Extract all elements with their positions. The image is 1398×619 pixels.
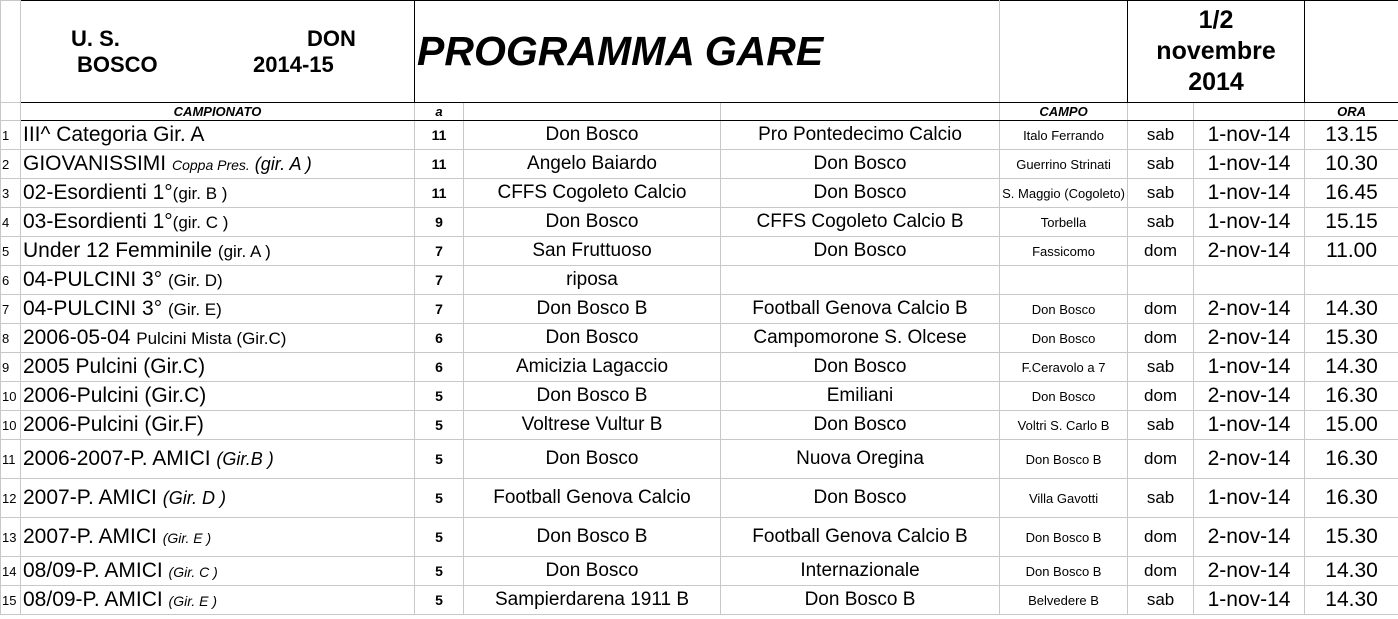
championship-cell	[21, 295, 415, 324]
match-date: 2-nov-14	[1194, 440, 1305, 479]
row-number: 14	[1, 557, 21, 586]
away-team: Nuova Oregina	[721, 440, 1000, 479]
match-day: sab	[1128, 586, 1194, 615]
table-row	[1, 557, 1398, 586]
field-name: Don Bosco B	[1000, 557, 1128, 586]
table-row	[1, 518, 1398, 557]
match-date: 2-nov-14	[1194, 382, 1305, 411]
round-number: 7	[415, 237, 464, 266]
row-number: 9	[1, 353, 21, 382]
match-day: sab	[1128, 150, 1194, 179]
row-number: 15	[1, 586, 21, 615]
championship-name: 2006-Pulcini (Gir.F)	[23, 413, 204, 436]
field-name: Torbella	[1000, 208, 1128, 237]
away-team: Don Bosco	[721, 353, 1000, 382]
match-time: 15.30	[1305, 324, 1398, 353]
col-campionato: CAMPIONATO	[21, 103, 415, 121]
match-date: 2-nov-14	[1194, 518, 1305, 557]
championship-cell	[21, 557, 415, 586]
match-time: 15.15	[1305, 208, 1398, 237]
away-team: Don Bosco B	[721, 586, 1000, 615]
match-day: dom	[1128, 295, 1194, 324]
home-team: Angelo Baiardo	[464, 150, 721, 179]
championship-cell	[21, 440, 415, 479]
match-date: 1-nov-14	[1194, 150, 1305, 179]
club-name: U. S. DON BOSCO 2014-15	[21, 1, 415, 103]
col-campo: CAMPO	[1000, 103, 1128, 121]
row-number: 4	[1, 208, 21, 237]
table-row	[1, 440, 1398, 479]
table-row	[1, 266, 1398, 295]
championship-name: 03-Esordienti 1°	[23, 210, 173, 233]
championship-name: 2006-Pulcini (Gir.C)	[23, 384, 207, 407]
home-team: Don Bosco	[464, 557, 721, 586]
row-number: 6	[1, 266, 21, 295]
match-day: sab	[1128, 179, 1194, 208]
row-number: 13	[1, 518, 21, 557]
table-row	[1, 324, 1398, 353]
away-team: Football Genova Calcio B	[721, 518, 1000, 557]
away-team: Football Genova Calcio B	[721, 295, 1000, 324]
away-team: Pro Pontedecimo Calcio	[721, 121, 1000, 150]
championship-note: (Gir. E )	[162, 530, 212, 546]
field-name: Don Bosco B	[1000, 440, 1128, 479]
round-number: 5	[415, 518, 464, 557]
championship-cell	[21, 518, 415, 557]
round-number: 11	[415, 121, 464, 150]
header-row	[1, 1, 1398, 103]
row-number: 5	[1, 237, 21, 266]
match-date: 1-nov-14	[1194, 208, 1305, 237]
championship-group: (Gir. E)	[167, 300, 222, 319]
match-day	[1128, 266, 1194, 295]
championship-cell	[21, 237, 415, 266]
round-number: 11	[415, 150, 464, 179]
round-number: 5	[415, 440, 464, 479]
home-team: Don Bosco	[464, 208, 721, 237]
round-number: 5	[415, 382, 464, 411]
row-number: 12	[1, 479, 21, 518]
row-number: 2	[1, 150, 21, 179]
championship-name: 2005 Pulcini (Gir.C)	[23, 355, 206, 378]
championship-cell	[21, 208, 415, 237]
championship-name: 2007-P. AMICI	[23, 486, 163, 509]
home-team: San Fruttuoso	[464, 237, 721, 266]
championship-group: (gir. C )	[172, 213, 229, 232]
field-name: Voltri S. Carlo B	[1000, 411, 1128, 440]
table-row	[1, 479, 1398, 518]
championship-cell	[21, 353, 415, 382]
match-day: dom	[1128, 324, 1194, 353]
championship-name: III^ Categoria Gir. A	[23, 123, 205, 146]
home-team: Don Bosco B	[464, 518, 721, 557]
match-time: 14.30	[1305, 295, 1398, 324]
championship-name: 2006-05-04	[23, 326, 137, 349]
round-number: 6	[415, 353, 464, 382]
match-time: 16.30	[1305, 382, 1398, 411]
match-date: 2-nov-14	[1194, 295, 1305, 324]
championship-name: 08/09-P. AMICI	[23, 588, 169, 611]
match-day: sab	[1128, 353, 1194, 382]
field-name: Don Bosco	[1000, 295, 1128, 324]
match-day: dom	[1128, 518, 1194, 557]
away-team: CFFS Cogoleto Calcio B	[721, 208, 1000, 237]
home-team: Football Genova Calcio	[464, 479, 721, 518]
match-time: 14.30	[1305, 353, 1398, 382]
field-name: Villa Gavotti	[1000, 479, 1128, 518]
away-team: Don Bosco	[721, 237, 1000, 266]
championship-cell	[21, 324, 415, 353]
match-time: 16.30	[1305, 479, 1398, 518]
home-team: Don Bosco B	[464, 382, 721, 411]
match-time: 16.30	[1305, 440, 1398, 479]
date-range: 1/2 novembre 2014	[1128, 1, 1305, 103]
table-row	[1, 411, 1398, 440]
home-team: Don Bosco	[464, 440, 721, 479]
championship-cell	[21, 411, 415, 440]
match-time: 15.00	[1305, 411, 1398, 440]
match-date: 1-nov-14	[1194, 479, 1305, 518]
championship-name: 2006-2007-P. AMICI	[23, 447, 217, 470]
round-number: 11	[415, 179, 464, 208]
row-number: 11	[1, 440, 21, 479]
match-time: 13.15	[1305, 121, 1398, 150]
championship-name: 2007-P. AMICI	[23, 525, 163, 548]
row-number: 10	[1, 382, 21, 411]
championship-group: Pulcini Mista (Gir.C)	[136, 329, 287, 348]
championship-cell	[21, 121, 415, 150]
col-round: a	[415, 103, 464, 121]
championship-cell	[21, 150, 415, 179]
championship-group: (Gir. D )	[162, 488, 227, 508]
row-number: 3	[1, 179, 21, 208]
table-row	[1, 382, 1398, 411]
away-team: Internazionale	[721, 557, 1000, 586]
away-team: Don Bosco	[721, 150, 1000, 179]
match-date: 2-nov-14	[1194, 324, 1305, 353]
table-row	[1, 150, 1398, 179]
championship-note: Coppa Pres.	[171, 157, 250, 173]
match-date: 2-nov-14	[1194, 237, 1305, 266]
field-name: Don Bosco	[1000, 382, 1128, 411]
round-number: 5	[415, 479, 464, 518]
column-header-row	[1, 103, 1398, 121]
away-team	[721, 266, 1000, 295]
table-row	[1, 121, 1398, 150]
row-number: 8	[1, 324, 21, 353]
away-team: Don Bosco	[721, 179, 1000, 208]
championship-group: (Gir. D)	[167, 271, 223, 290]
match-date: 1-nov-14	[1194, 411, 1305, 440]
home-team: Voltrese Vultur B	[464, 411, 721, 440]
table-row	[1, 586, 1398, 615]
field-name: F.Ceravolo a 7	[1000, 353, 1128, 382]
field-name: S. Maggio (Cogoleto)	[1000, 179, 1128, 208]
championship-name: 02-Esordienti 1°	[23, 181, 173, 204]
match-day: sab	[1128, 208, 1194, 237]
round-number: 5	[415, 411, 464, 440]
match-time: 11.00	[1305, 237, 1398, 266]
table-row	[1, 237, 1398, 266]
championship-name: Under 12 Femminile	[23, 239, 218, 262]
championship-group: (Gir.B )	[216, 449, 274, 469]
round-number: 6	[415, 324, 464, 353]
away-team: Emiliani	[721, 382, 1000, 411]
row-number: 1	[1, 121, 21, 150]
match-day: sab	[1128, 479, 1194, 518]
table-row	[1, 295, 1398, 324]
match-date: 2-nov-14	[1194, 557, 1305, 586]
championship-cell	[21, 479, 415, 518]
home-team: Don Bosco B	[464, 295, 721, 324]
championship-cell	[21, 179, 415, 208]
match-day: dom	[1128, 237, 1194, 266]
match-time: 14.30	[1305, 557, 1398, 586]
table-row	[1, 353, 1398, 382]
round-number: 7	[415, 266, 464, 295]
championship-note: (Gir. E )	[168, 593, 218, 609]
championship-group: (gir. B )	[172, 184, 228, 203]
match-date: 1-nov-14	[1194, 121, 1305, 150]
home-team: CFFS Cogoleto Calcio	[464, 179, 721, 208]
field-name: Italo Ferrando	[1000, 121, 1128, 150]
championship-name: 04-PULCINI 3°	[23, 268, 168, 291]
championship-cell	[21, 586, 415, 615]
match-day: dom	[1128, 557, 1194, 586]
match-day: dom	[1128, 382, 1194, 411]
table-row	[1, 179, 1398, 208]
round-number: 5	[415, 557, 464, 586]
match-day: sab	[1128, 121, 1194, 150]
field-name: Don Bosco B	[1000, 518, 1128, 557]
championship-name: 04-PULCINI 3°	[23, 297, 168, 320]
match-day: sab	[1128, 411, 1194, 440]
match-time: 14.30	[1305, 586, 1398, 615]
away-team: Campomorone S. Olcese	[721, 324, 1000, 353]
home-team: Amicizia Lagaccio	[464, 353, 721, 382]
round-number: 7	[415, 295, 464, 324]
home-team: Sampierdarena 1911 B	[464, 586, 721, 615]
home-team: riposa	[464, 266, 721, 295]
match-time: 16.45	[1305, 179, 1398, 208]
table-row	[1, 208, 1398, 237]
home-team: Don Bosco	[464, 324, 721, 353]
field-name: Guerrino Strinati	[1000, 150, 1128, 179]
match-day: dom	[1128, 440, 1194, 479]
match-date	[1194, 266, 1305, 295]
round-number: 5	[415, 586, 464, 615]
home-team: Don Bosco	[464, 121, 721, 150]
row-number: 10	[1, 411, 21, 440]
match-date: 1-nov-14	[1194, 353, 1305, 382]
match-time: 10.30	[1305, 150, 1398, 179]
field-name	[1000, 266, 1128, 295]
match-time	[1305, 266, 1398, 295]
field-name: Don Bosco	[1000, 324, 1128, 353]
championship-note: (Gir. C )	[168, 564, 218, 580]
round-number: 9	[415, 208, 464, 237]
match-time: 15.30	[1305, 518, 1398, 557]
championship-cell	[21, 382, 415, 411]
championship-name: GIOVANISSIMI	[23, 152, 172, 175]
away-team: Don Bosco	[721, 411, 1000, 440]
match-date: 1-nov-14	[1194, 586, 1305, 615]
page-title: PROGRAMMA GARE	[415, 1, 1000, 103]
championship-group: (gir. A )	[217, 242, 271, 261]
championship-cell	[21, 266, 415, 295]
away-team: Don Bosco	[721, 479, 1000, 518]
championship-name: 08/09-P. AMICI	[23, 559, 169, 582]
field-name: Fassicomo	[1000, 237, 1128, 266]
match-date: 1-nov-14	[1194, 179, 1305, 208]
championship-group: (gir. A )	[249, 154, 312, 174]
col-ora: ORA	[1305, 103, 1398, 121]
field-name: Belvedere B	[1000, 586, 1128, 615]
row-number: 7	[1, 295, 21, 324]
